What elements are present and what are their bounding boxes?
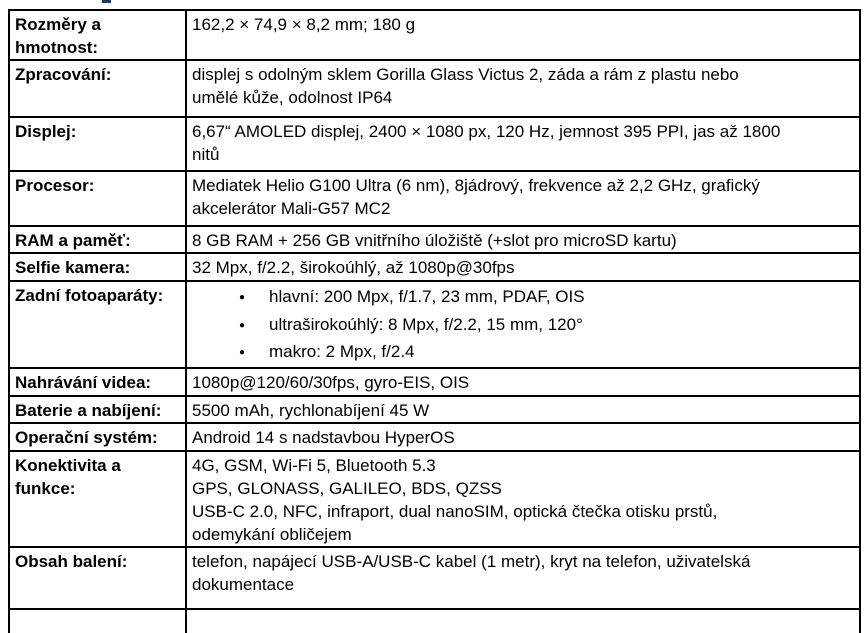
spec-value-processor [186,171,860,226]
table-row [9,171,860,226]
value-line: odemykání obličejem [192,524,352,544]
label-line: Nahrávání videa: [15,372,152,392]
spec-value-video [186,368,860,396]
value-line: telefon, napájecí USB-A/USB-C kabel (1 metr), kryt na telefon, uživatelská [192,551,751,571]
spec-value-battery [186,396,860,423]
value-line: 1080p@120/60/30fps, gyro-EIS, OIS [192,372,470,392]
spec-value-package [186,547,860,609]
label-line: Procesor: [15,176,95,195]
value-line: 6,67“ AMOLED displej, 2400 × 1080 px, 120 Hz, jemnost 395 PPI, jas až 1800 [192,122,781,141]
table-row [9,117,860,171]
spec-label-selfie [9,253,186,281]
value-line: dokumentace [192,574,295,594]
table-row-partial [9,609,860,633]
spec-label-empty [9,609,186,633]
table-row [9,547,860,609]
spec-value-selfie [186,253,860,281]
spec-value-display [186,117,860,171]
label-line: Baterie a nabíjení: [15,400,162,420]
label-line: Obsah balení: [15,551,128,571]
value-line: Mediatek Helio G100 Ultra (6 nm), 8jádrový, frekvence až 2,2 GHz, grafický [192,176,760,195]
label-line: Zpracování: [15,65,112,84]
phone-spec-table [8,9,861,633]
value-line: 162,2 × 74,9 × 8,2 mm; 180 g [192,15,416,34]
spec-label-rear-cameras [9,281,186,368]
spec-label-package [9,547,186,609]
label-line: Displej: [15,122,77,141]
label-line: Selfie kamera: [15,258,131,277]
bullet-item [192,284,855,312]
label-line: hmotnost: [15,38,99,57]
spec-label-ram [9,226,186,253]
value-line: 8 GB RAM + 256 GB vnitřního úložiště (+slot pro microSD kartu) [192,231,677,250]
spec-value-os [186,423,860,451]
label-line: RAM a paměť: [15,231,131,250]
label-line: funkce: [15,478,76,498]
value-line: USB-C 2.0, NFC, infraport, dual nanoSIM, optická čtečka otisku prstů, [192,501,718,521]
table-row [9,396,860,423]
table-row [9,10,860,60]
table-row [9,368,860,396]
value-line: GPS, GLONASS, GALILEO, BDS, QZSS [192,478,502,498]
value-line: Android 14 s nadstavbou HyperOS [192,427,455,447]
value-line: displej s odolným sklem Gorilla Glass Victus 2, záda a rám z plastu nebo [192,65,739,84]
label-line: Konektivita a [15,455,121,475]
spec-value-empty [186,609,860,633]
spec-value-connectivity [186,451,860,547]
bullet-icon: ● [239,319,246,331]
spec-label-processor [9,171,186,226]
cut-off-text-artifact [102,0,111,3]
spec-value-rear-cameras [186,281,860,368]
bullet-icon: ● [239,292,246,303]
spec-value-ram [186,226,860,253]
table-row [9,253,860,281]
bullet-text: ultraširokoúhlý: 8 Mpx, f/2.2, 15 mm, 120° [269,314,583,334]
label-line: Zadní fotoaparáty: [15,286,164,305]
bullet-icon: ● [239,347,246,358]
table-row [9,226,860,253]
spec-label-display [9,117,186,171]
spec-label-os [9,423,186,451]
bullet-item [192,339,855,367]
value-line: akcelerátor Mali-G57 MC2 [192,199,391,218]
value-line: 5500 mAh, rychlonabíjení 45 W [192,400,430,420]
value-line: umělé kůže, odolnost IP64 [192,88,393,107]
table-row [9,281,860,368]
table-row [9,451,860,547]
spec-label-build [9,60,186,117]
spec-label-dimensions [9,10,186,60]
value-line: nitů [192,145,220,164]
bullet-text: makro: 2 Mpx, f/2.4 [269,342,415,361]
spec-label-battery [9,396,186,423]
value-line: 32 Mpx, f/2.2, širokoúhlý, až 1080p@30fps [192,258,515,277]
value-line: 4G, GSM, Wi-Fi 5, Bluetooth 5.3 [192,455,436,475]
spec-label-connectivity [9,451,186,547]
label-line: Rozměry a [15,15,101,34]
table-row [9,423,860,451]
table-row [9,60,860,117]
bullet-item [192,312,855,340]
spec-value-build [186,60,860,117]
bullet-text: hlavní: 200 Mpx, f/1.7, 23 mm, PDAF, OIS [269,287,585,306]
spec-value-dimensions [186,10,860,60]
spec-label-video [9,368,186,396]
label-line: Operační systém: [15,427,158,447]
